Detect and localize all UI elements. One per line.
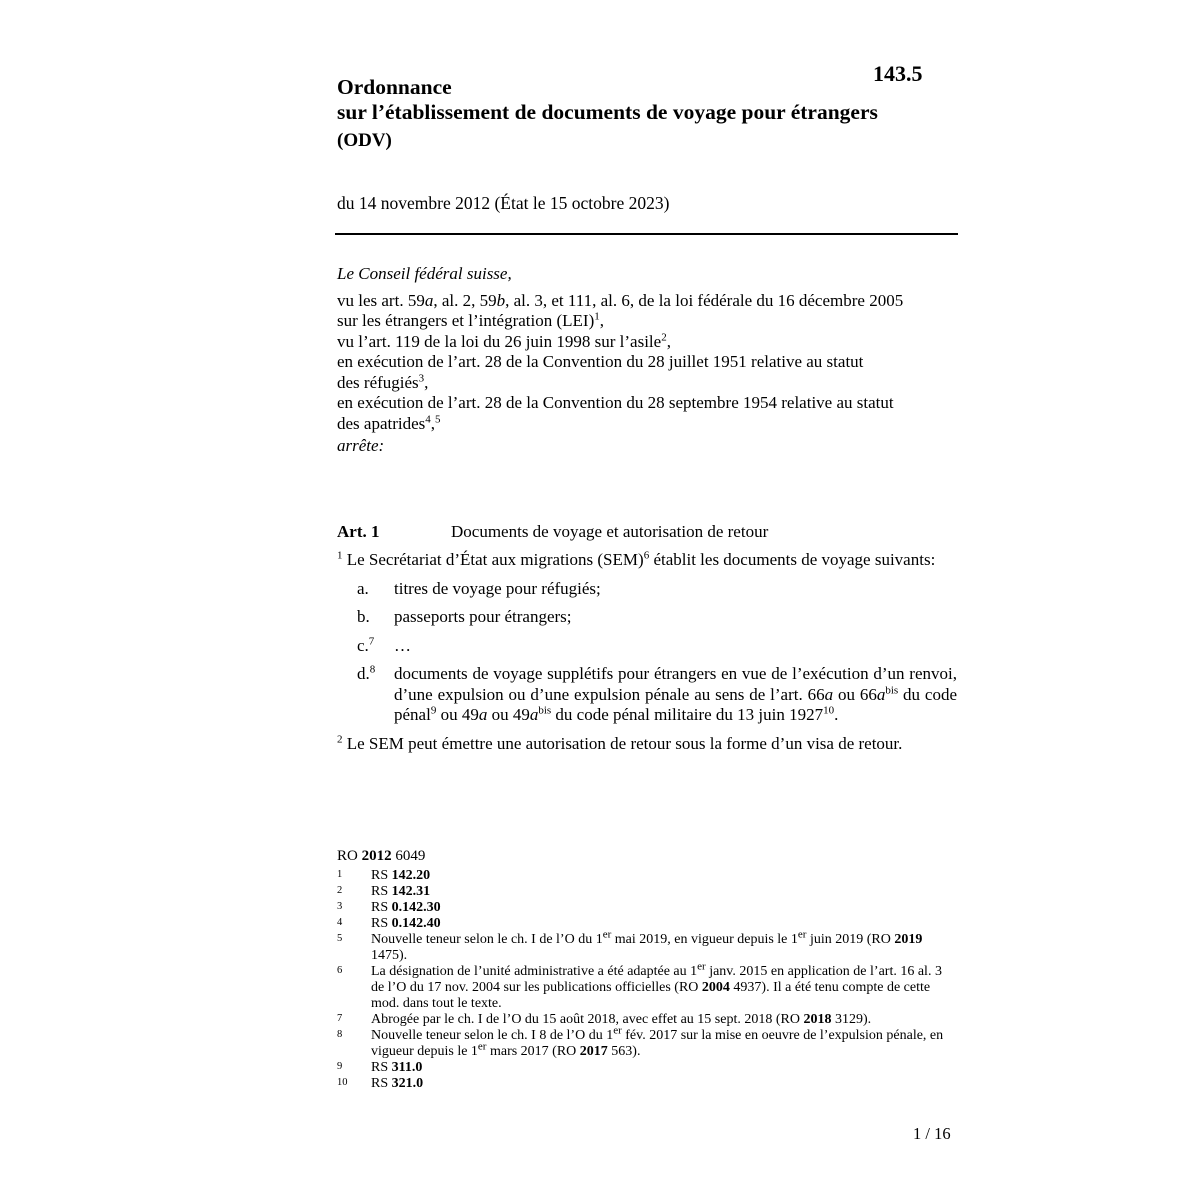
footnote: 9 RS 311.0	[337, 1060, 423, 1075]
footnote-ref[interactable]: 7	[368, 634, 375, 647]
footnote: 7 Abrogée par le ch. I de l’O du 15 août 2018, avec effet au 15 sept. 2018 (RO 2018 3129).	[337, 1012, 872, 1027]
footnote: 1 RS 142.20	[337, 868, 431, 883]
header-rule	[335, 233, 958, 235]
footnote: 8 Nouvelle teneur selon le ch. I 8 de l’O du 1er fév. 2017 sur la mise en oeuvre de l’expulsion pénale, en vigueur depuis le 1er mars 2017 (RO 2017 563).	[337, 1024, 944, 1059]
footnote: 6 La désignation de l’unité administrative a été adaptée au 1er janv. 2015 en application de l’art. 16 al. 3 de l’O du 17 nov. 2004 sur les publications officielles (RO 2004 4937). Il a été tenu compte de cette mod. dans tout le texte.	[337, 960, 942, 1011]
footnote-ref[interactable]: 10	[823, 704, 835, 717]
document-title	[337, 75, 878, 153]
ro-reference: RO 2012 6049	[337, 848, 426, 864]
article-number: Art. 1	[337, 522, 380, 541]
footnotes	[337, 868, 947, 1092]
footnote-ref[interactable]: 8	[369, 663, 376, 676]
article-1	[337, 522, 957, 762]
footnote-ref[interactable]: 1	[594, 310, 600, 323]
footnote: 2 RS 142.31	[337, 884, 431, 899]
preamble-line: vu les art. 59a, al. 2, 59b, al. 3, et 111, al. 6, de la loi fédérale du 16 décembre 2005	[337, 290, 904, 310]
list-item: d.$^8$ documents de voyage supplétifs pour étrangers en vue de l’exécution d’un renvoi, d’une expulsion ou d’une expulsion pénale au sens de l’art. 66a ou $66a^{bis}$ du code pénal$^9$ ou 49a ou $49a^{bis}$ du code pénal militaire du 13 juin 1927$^{10}$.	[357, 663, 957, 724]
footnote-ref[interactable]: 2	[661, 330, 667, 343]
article-paragraph-2: $^2$ Le SEM peut émettre une autorisation de retour sous la forme d’un visa de retour.	[337, 732, 903, 753]
footnote: 3 RS 0.142.30	[337, 900, 441, 915]
title-line-2: sur l’établissement de documents de voyage pour étrangers	[337, 100, 878, 124]
footnote-ref[interactable]: 3	[418, 371, 425, 384]
list-item: b. passeports pour étrangers;	[357, 607, 572, 626]
preamble-line: des apatrides$^4$,$^5$	[337, 412, 441, 433]
article-paragraph-1: $^1$ Le Secrétariat d’État aux migrations (SEM)$^6$ établit les documents de voyage suivants:	[337, 549, 936, 569]
preamble-line: des réfugiés$^3$,	[337, 371, 429, 392]
list-item: c.$^7$ …	[357, 634, 411, 655]
preamble-decree: arrête:	[337, 436, 385, 455]
rs-number: 143.5	[873, 61, 923, 86]
preamble-line: vu l’art. 119 de la loi du 26 juin 1998 sur l’asile$^2$,	[337, 330, 671, 351]
footnote-ref[interactable]: 5	[435, 412, 441, 425]
preamble	[337, 264, 957, 457]
article-title: Documents de voyage et autorisation de retour	[451, 522, 769, 541]
preamble-line: sur les étrangers et l’intégration (LEI)$^1$,	[337, 310, 605, 330]
preamble-authority: Le Conseil fédéral suisse,	[337, 264, 512, 283]
article-list	[337, 579, 957, 726]
page-number: 1 / 16	[913, 1124, 951, 1143]
footnote-ref[interactable]: 4	[425, 412, 431, 425]
footnote-ref[interactable]: 9	[430, 704, 437, 717]
footnote: 4 RS 0.142.40	[337, 916, 441, 931]
footnote: 5 Nouvelle teneur selon le ch. I de l’O du 1er mai 2019, en vigueur depuis le 1er juin 2019 (RO 2019 1475).	[337, 928, 923, 963]
date-line: du 14 novembre 2012 (État le 15 octobre 2023)	[337, 193, 670, 213]
footnote-ref[interactable]: 6	[643, 549, 650, 562]
list-item: a. titres de voyage pour réfugiés;	[357, 578, 601, 598]
title-abbreviation: (ODV)	[337, 130, 392, 151]
title-line-1: Ordonnance	[337, 75, 452, 99]
preamble-line: en exécution de l’art. 28 de la Convention du 28 juillet 1951 relative au statut	[337, 352, 864, 371]
preamble-line: en exécution de l’art. 28 de la Convention du 28 septembre 1954 relative au statut	[337, 393, 894, 412]
article-heading	[337, 522, 957, 542]
footnote: 10 RS 321.0	[337, 1076, 424, 1091]
